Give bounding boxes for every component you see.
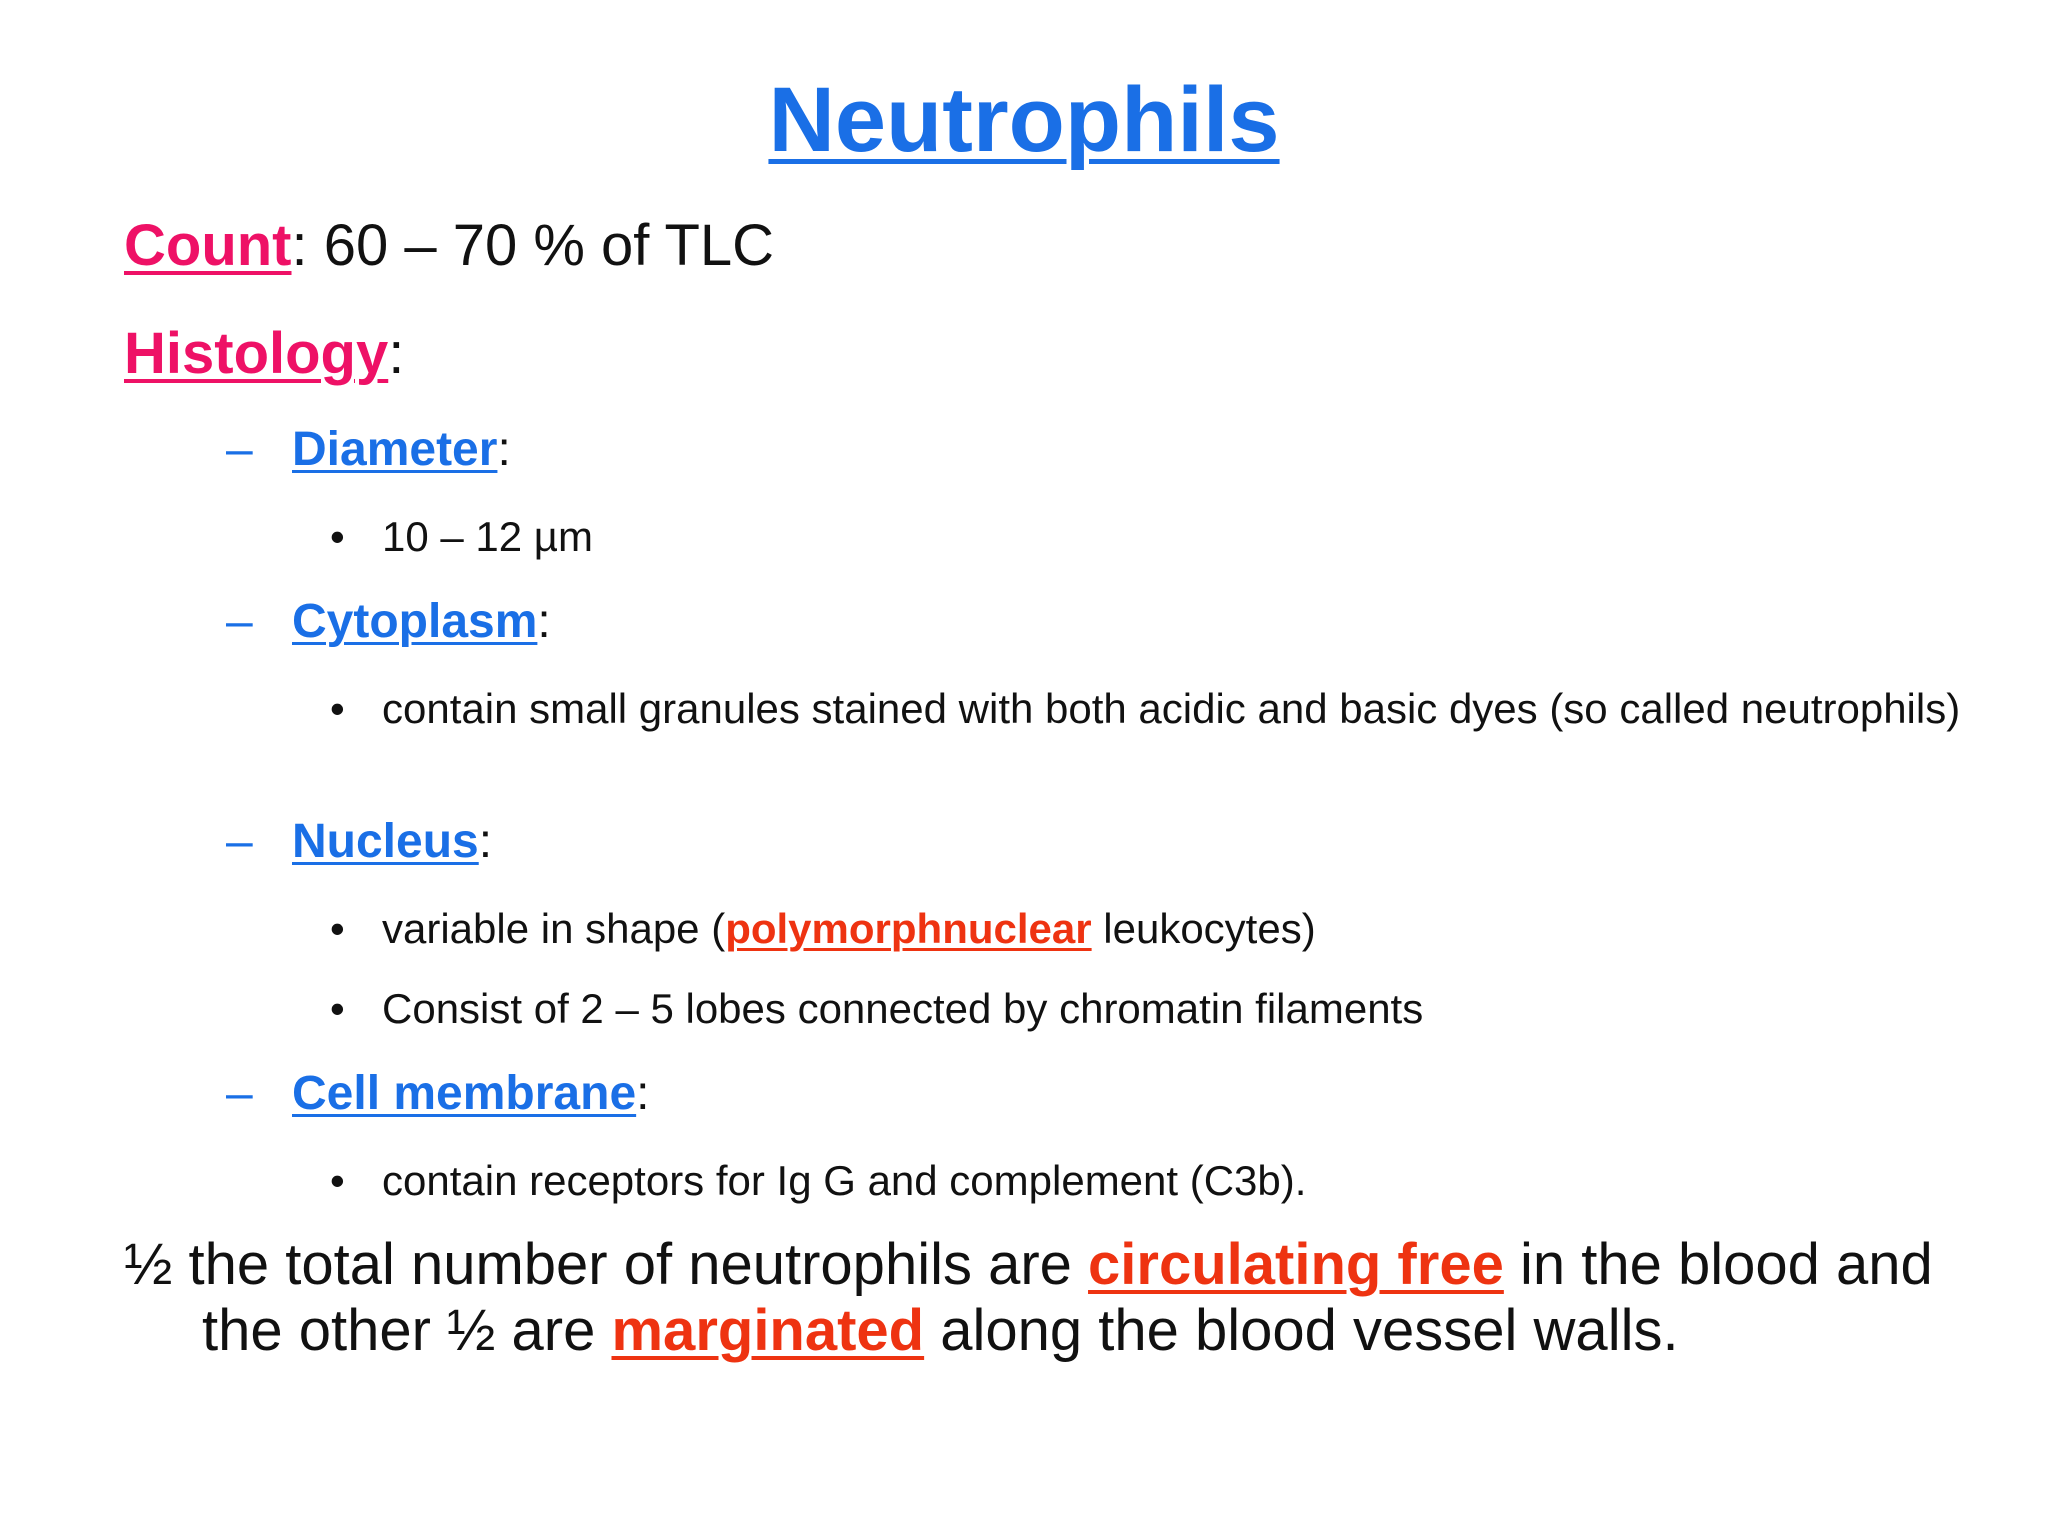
marginated-highlight: marginated xyxy=(611,1298,925,1363)
count-value: : 60 – 70 % of TLC xyxy=(291,213,775,278)
nucleus-heading: Nucleus xyxy=(292,815,479,868)
count-label: Count xyxy=(124,213,292,278)
diameter-heading-line xyxy=(226,420,511,480)
summary-part-1: ½ the total number of neutrophils are xyxy=(124,1232,1089,1297)
cell-membrane-heading-line xyxy=(226,1064,649,1124)
cytoplasm-bullet-line xyxy=(330,684,1962,734)
nucleus-bullet-1-after: leukocytes) xyxy=(1091,905,1316,952)
cell-membrane-bullet-line xyxy=(330,1156,1306,1206)
circulating-free-highlight: circulating free xyxy=(1088,1232,1504,1297)
diameter-bullet-line xyxy=(330,512,593,562)
histology-label: Histology xyxy=(124,321,389,386)
nucleus-bullet-2: Consist of 2 – 5 lobes connected by chromatin filaments xyxy=(382,985,1424,1032)
title-text: Neutrophils xyxy=(768,69,1280,171)
heading-colon: : xyxy=(478,815,493,868)
slide-title xyxy=(0,60,2048,180)
cytoplasm-heading: Cytoplasm xyxy=(292,595,538,648)
histology-line xyxy=(124,318,404,390)
histology-colon: : xyxy=(388,321,405,386)
heading-colon: : xyxy=(497,423,511,476)
cell-membrane-bullet: contain receptors for Ig G and complement (C3b). xyxy=(382,1157,1307,1204)
bullet-icon: • xyxy=(330,905,345,952)
cell-membrane-heading: Cell membrane xyxy=(292,1067,637,1120)
diameter-bullet: 10 – 12 µm xyxy=(382,513,593,560)
polymorphnuclear-highlight: polymorphnuclear xyxy=(725,905,1092,952)
summary-part-2: in the blood and the other ½ are xyxy=(202,1232,1933,1363)
bullet-icon: • xyxy=(330,1157,345,1204)
diameter-heading: Diameter xyxy=(292,423,498,476)
dash-icon: – xyxy=(226,1067,253,1120)
bullet-icon: • xyxy=(330,685,345,732)
dash-icon: – xyxy=(226,815,253,868)
dash-icon: – xyxy=(226,595,253,648)
count-line xyxy=(124,210,774,282)
nucleus-bullet-line-1 xyxy=(330,904,1316,954)
cytoplasm-bullet: contain small granules stained with both acidic and basic dyes (so called neutrophils) xyxy=(382,685,1961,732)
summary-part-3: along the blood vessel walls. xyxy=(924,1298,1679,1363)
bullet-icon: • xyxy=(330,985,345,1032)
heading-colon: : xyxy=(636,1067,650,1120)
summary-paragraph xyxy=(124,1232,2002,1364)
nucleus-bullet-line-2 xyxy=(330,984,1423,1034)
nucleus-bullet-1-before: variable in shape ( xyxy=(382,905,726,952)
cytoplasm-heading-line xyxy=(226,592,551,652)
heading-colon: : xyxy=(537,595,551,648)
dash-icon: – xyxy=(226,423,253,476)
bullet-icon: • xyxy=(330,513,345,560)
nucleus-heading-line xyxy=(226,812,492,872)
